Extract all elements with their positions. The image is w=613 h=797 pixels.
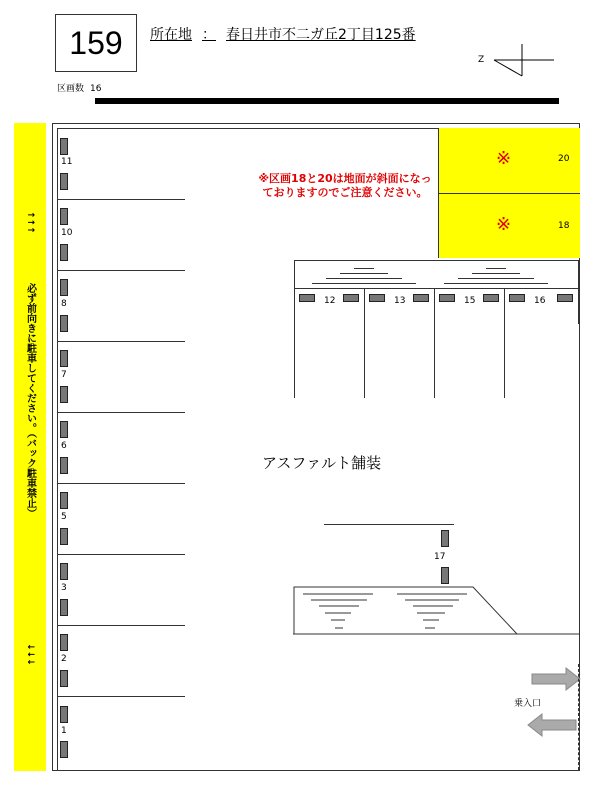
wheel-stop (60, 386, 68, 403)
space-number: 16 (534, 296, 546, 306)
entrance-label: 乗入口 (514, 699, 542, 709)
parking-space-20 (438, 128, 580, 193)
space-divider (57, 625, 185, 626)
slope-warning: ※区画18と20は地面が斜面になっておりますのでご注意ください。 (258, 172, 432, 199)
entry-arrow-right-icon (530, 666, 582, 692)
stair-line (312, 283, 416, 284)
space-divider (57, 483, 185, 484)
notice-arrows-top: ↑↑↑ (25, 211, 35, 234)
block-divider (294, 288, 579, 289)
stair-line (354, 268, 374, 269)
block-top-line (294, 260, 579, 261)
wheel-stop (413, 294, 429, 302)
space-number: 13 (394, 296, 406, 306)
space-number: 17 (434, 552, 446, 562)
space-divider (438, 128, 439, 258)
wheel-stop (60, 670, 68, 687)
wheel-stop (369, 294, 385, 302)
address-label: 所在地 (150, 27, 192, 43)
space-divider (504, 288, 505, 398)
block-left-line (294, 260, 295, 398)
wheel-stop (60, 138, 68, 155)
wheel-stop (299, 294, 315, 302)
address-value: 春日井市不二ガ丘2丁目125番 (226, 27, 416, 43)
space-17-line (324, 524, 454, 525)
space-number: 8 (61, 299, 67, 309)
wheel-stop (60, 741, 68, 758)
stair-line (472, 273, 520, 274)
space-divider (57, 554, 185, 555)
space-number: 3 (61, 583, 67, 593)
entrance-gap (578, 664, 580, 770)
wheel-stop (441, 567, 449, 584)
wheel-stop (343, 294, 359, 302)
slope-mark: ※ (496, 214, 512, 235)
wheel-stop (60, 634, 68, 651)
wheel-stop (60, 173, 68, 190)
wheel-stop (60, 528, 68, 545)
space-number: 20 (558, 154, 570, 164)
space-number: 18 (558, 221, 570, 231)
space-divider (434, 288, 435, 398)
slope-mark: ※ (496, 148, 512, 169)
lot-number-box: 159 (55, 14, 137, 72)
north-label: Z (478, 55, 485, 65)
asphalt-label: アスファルト舗装 (262, 454, 382, 472)
wheel-stop (60, 706, 68, 723)
parking-space-18 (438, 194, 580, 258)
space-number: 6 (61, 441, 67, 451)
space-count (57, 81, 101, 94)
wheel-stop (509, 294, 525, 302)
space-divider (57, 341, 185, 342)
wheel-stop (60, 279, 68, 296)
wheel-stop (60, 492, 68, 509)
wheel-stop (60, 350, 68, 367)
wheel-stop (441, 530, 449, 547)
stair-line (444, 283, 548, 284)
space-divider (57, 412, 185, 413)
space-divider (57, 696, 185, 697)
space-number: 7 (61, 370, 67, 380)
address-separator: ： (202, 27, 216, 43)
wheel-stop (60, 421, 68, 438)
space-divider (57, 199, 185, 200)
wheel-stop (483, 294, 499, 302)
wheel-stop (60, 599, 68, 616)
space-count-label: 区画数 (57, 84, 85, 94)
wheel-stop (439, 294, 455, 302)
stair-line (326, 278, 402, 279)
exit-arrow-left-icon (526, 712, 578, 738)
wheel-stop (60, 457, 68, 474)
parking-direction-notice (14, 123, 46, 771)
space-number: 11 (61, 157, 73, 167)
space-number: 15 (464, 296, 476, 306)
notice-arrows-bottom: ↓↓↓ (25, 643, 35, 666)
wheel-stop (60, 315, 68, 332)
space-divider (57, 270, 185, 271)
space-divider (364, 288, 365, 398)
road-edge (95, 98, 559, 104)
space-number: 10 (61, 228, 73, 238)
wheel-stop (60, 563, 68, 580)
space-count-value: 16 (90, 84, 102, 94)
stair-line (458, 278, 534, 279)
wheel-stop (557, 294, 573, 302)
space-number: 2 (61, 654, 67, 664)
wheel-stop (60, 208, 68, 225)
notice-text: 必ず前向きに駐車してください。（バック駐車禁止） (24, 283, 36, 518)
block-right-line (578, 260, 579, 324)
north-arrow-icon (472, 40, 562, 80)
stair-line (340, 273, 388, 274)
space-number: 1 (61, 726, 67, 736)
wheel-stop (60, 244, 68, 261)
lower-stairs-block (293, 586, 580, 636)
stair-line (486, 268, 506, 269)
address-line (150, 24, 416, 44)
space-number: 5 (61, 512, 67, 522)
space-number: 12 (324, 296, 336, 306)
